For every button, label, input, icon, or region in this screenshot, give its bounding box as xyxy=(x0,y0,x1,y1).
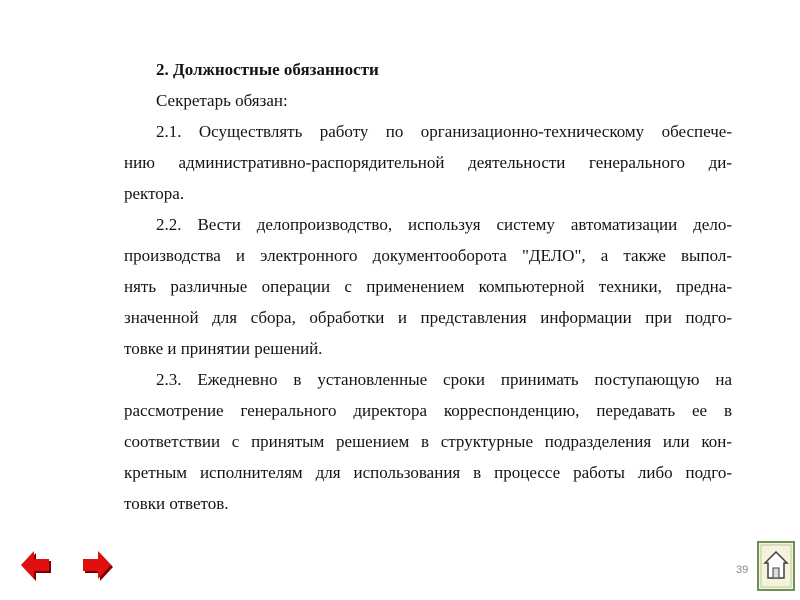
paragraph-line: 2.1. Осуществлять работу по организационно-техническому обеспече- xyxy=(156,122,732,141)
home-button[interactable] xyxy=(756,540,796,592)
home-icon xyxy=(756,540,796,592)
intro-line: Секретарь обязан: xyxy=(156,91,288,110)
prev-slide-button[interactable] xyxy=(18,548,52,582)
document-body xyxy=(124,54,732,519)
paragraph-line: 2.2. Вести делопроизводство, используя систему автоматизации дело- xyxy=(156,215,732,234)
paragraph-line: рассмотрение генерального директора корреспонденцию, передавать ее в xyxy=(124,401,732,420)
paragraph-line: товке и принятии решений. xyxy=(124,339,323,358)
paragraph-line: соответствии с принятым решением в структурные подразделения или кон- xyxy=(124,432,732,451)
paragraph-line: нию административно-распорядительной деятельности генерального ди- xyxy=(124,153,732,172)
next-slide-button[interactable] xyxy=(80,548,114,582)
arrow-left-icon xyxy=(18,548,52,582)
paragraph-line: кретным исполнителям для использования в процессе работы либо подго- xyxy=(124,463,732,482)
paragraph-line: производства и электронного документооборота "ДЕЛО", а также выпол- xyxy=(124,246,732,265)
paragraph-line: 2.3. Ежедневно в установленные сроки принимать поступающую на xyxy=(156,370,732,389)
section-heading: 2. Должностные обязанности xyxy=(156,60,379,79)
page-number: 39 xyxy=(736,564,749,576)
paragraph-line: ректора. xyxy=(124,184,185,203)
paragraph-line: значенной для сбора, обработки и представления информации при подго- xyxy=(124,308,732,327)
arrow-right-icon xyxy=(80,548,114,582)
paragraph-line: товки ответов. xyxy=(124,494,229,513)
paragraph-line: нять различные операции с применением компьютерной техники, предна- xyxy=(124,277,732,296)
